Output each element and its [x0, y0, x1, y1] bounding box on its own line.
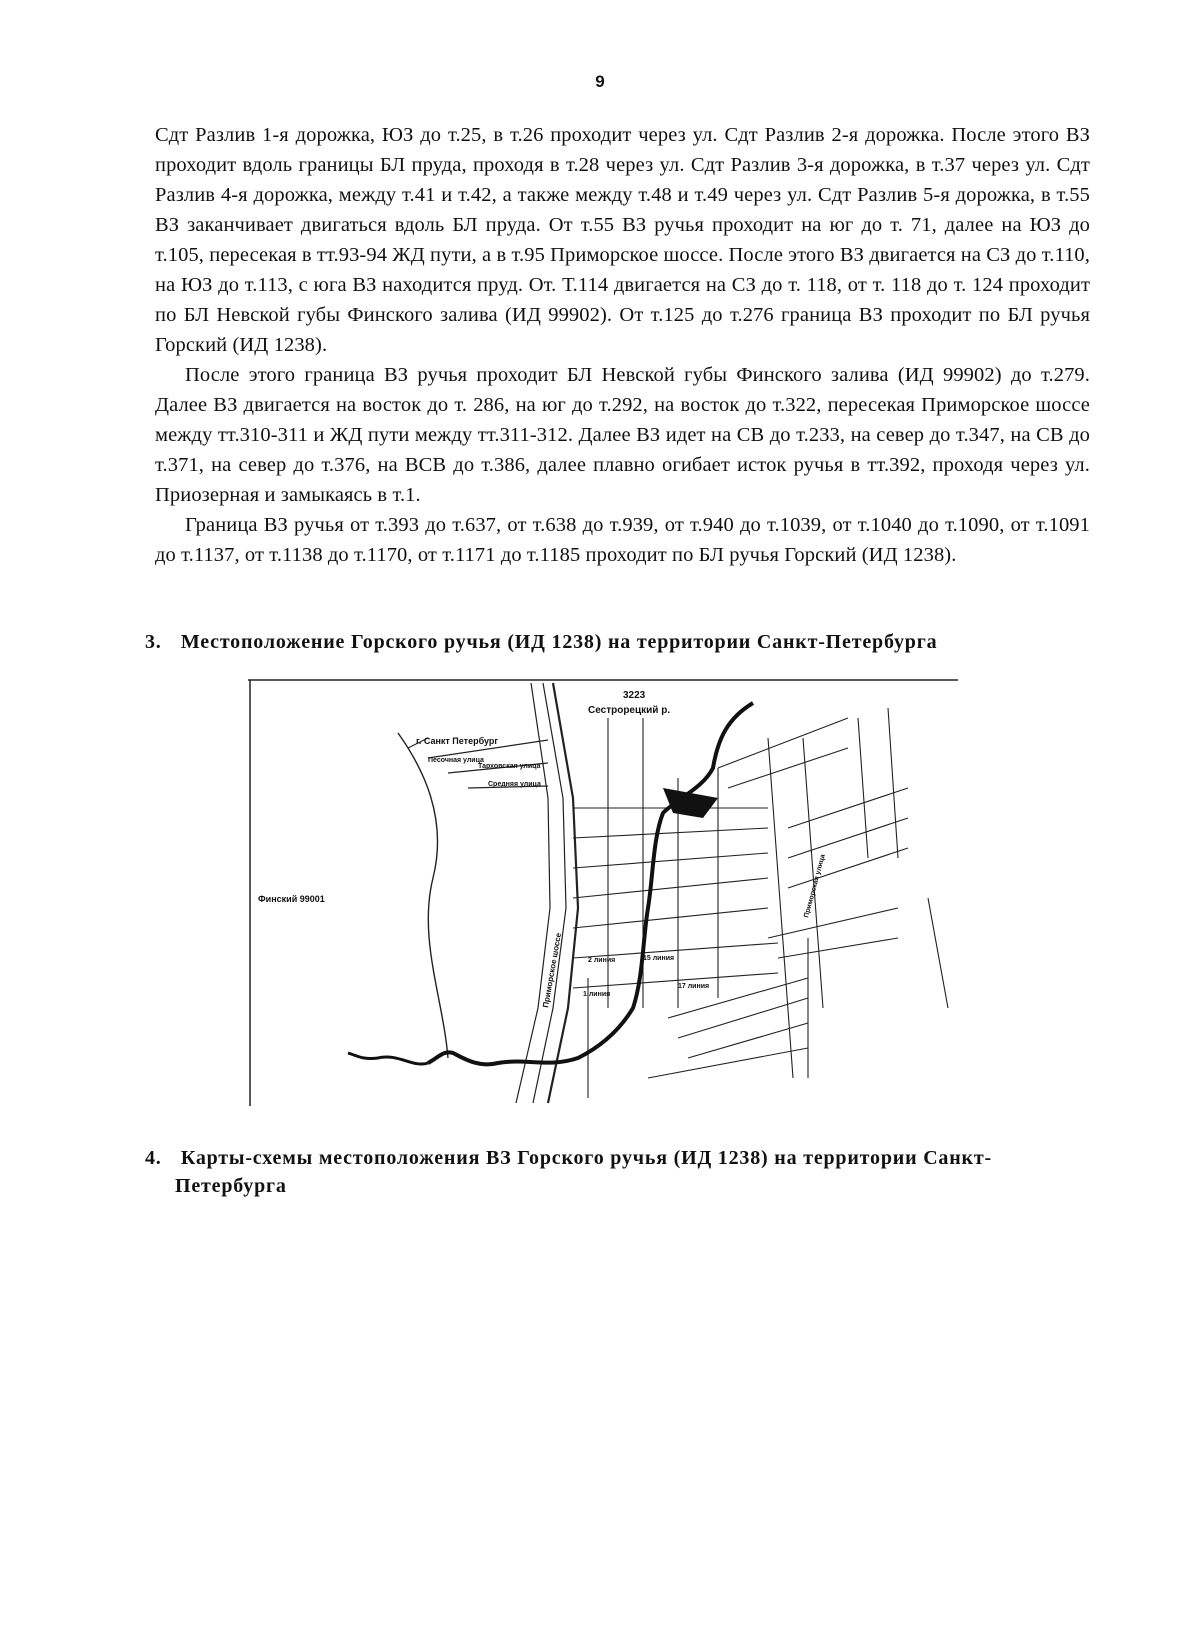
- map-label-gulf: Финский 99001: [258, 894, 325, 904]
- street-grid: [573, 708, 948, 1098]
- page-number: 9: [595, 72, 605, 91]
- section-4-heading: [145, 1144, 1095, 1200]
- paragraph-3: Граница ВЗ ручья от т.393 до т.637, от т.638 до т.939, от т.940 до т.1039, от т.1040 до т.1090, от т.1091 до т.1137, от т.1138 до т.1170, от т.1171 до т.1185 проходит по БЛ ручья Горский (ИД 1238).: [155, 514, 1090, 566]
- section-3-title: Местоположение Горского ручья (ИД 1238) на территории Санкт-Петербурга: [180, 631, 938, 653]
- map-label-street-1: Тарховская улица: [478, 763, 541, 770]
- railway-line: [548, 683, 578, 1103]
- map-label-east: Приморская улица: [803, 853, 827, 919]
- map-label-line-1: 1 линия: [583, 991, 611, 998]
- map-label-line-15: 15 линия: [643, 955, 675, 962]
- section-3-heading: [145, 628, 1095, 656]
- map-label-highway: Приморское шоссе: [541, 932, 564, 1009]
- map-label-top: Сестрорецкий р.: [588, 705, 671, 716]
- section-3-number: 3.: [145, 631, 162, 653]
- location-map: [248, 678, 958, 1108]
- map-label-id: 3223: [623, 690, 646, 701]
- map-label-line-2: 2 линия: [588, 957, 616, 964]
- body-text: [155, 120, 1090, 570]
- section-4-number: 4.: [145, 1147, 162, 1169]
- map-label-street-3: Песочная улица: [428, 757, 484, 764]
- paragraph-2: После этого граница ВЗ ручья проходит БЛ Невской губы Финского залива (ИД 99902) до т.279. Далее ВЗ двигается на восток до т. 286, на юг до т.292, на восток до т.322, пересекая Приморское шоссе между тт.310-311 и ЖД пути между тт.311-312. Далее ВЗ идет на СВ до т.233, на север до т.347, на СВ до т.371, на север до т.376, на ВСВ до т.386, далее плавно огибает исток ручья в тт.392, проходя через ул. Приозерная и замыкаясь в т.1.: [155, 364, 1090, 506]
- map-label-city: г. Санкт Петербург: [416, 736, 499, 746]
- paragraph-1: Сдт Разлив 1-я дорожка, ЮЗ до т.25, в т.26 проходит через ул. Сдт Разлив 2-я дорожка. После этого ВЗ проходит вдоль границы БЛ пруда, проходя в т.28 через ул. Сдт Разлив 3-я дорожка, в т.37 через ул. Сдт Разлив 4-я дорожка, между т.41 и т.42, а также между т.48 и т.49 через ул. Сдт Разлив 5-я дорожка, в т.55 ВЗ заканчивает двигаться вдоль БЛ пруда. От т.55 ВЗ ручья проходит на юг до т. 71, далее на ЮЗ до т.105, пересекая в тт.93-94 ЖД пути, а в т.95 Приморское шоссе. После этого ВЗ двигается на СЗ до т.110, на ЮЗ до т.113, с юга ВЗ находится пруд. От. Т.114 двигается на СЗ до т. 118, от т. 118 до т. 124 проходит по БЛ Невской губы Финского залива (ИД 99902). От т.125 до т.276 граница ВЗ проходит по БЛ ручья Горский (ИД 1238).: [155, 124, 1091, 356]
- section-4-title-line-1: Карты-схемы местоположения ВЗ Горского ручья (ИД 1238) на территории Санкт-: [180, 1147, 992, 1169]
- map-label-line-17: 17 линия: [678, 983, 710, 990]
- map-label-street-2: Средняя улица: [488, 781, 541, 788]
- map-drawing: [248, 678, 958, 1108]
- section-4-title-line-2: Петербурга: [175, 1175, 287, 1197]
- coastline: [398, 733, 448, 1058]
